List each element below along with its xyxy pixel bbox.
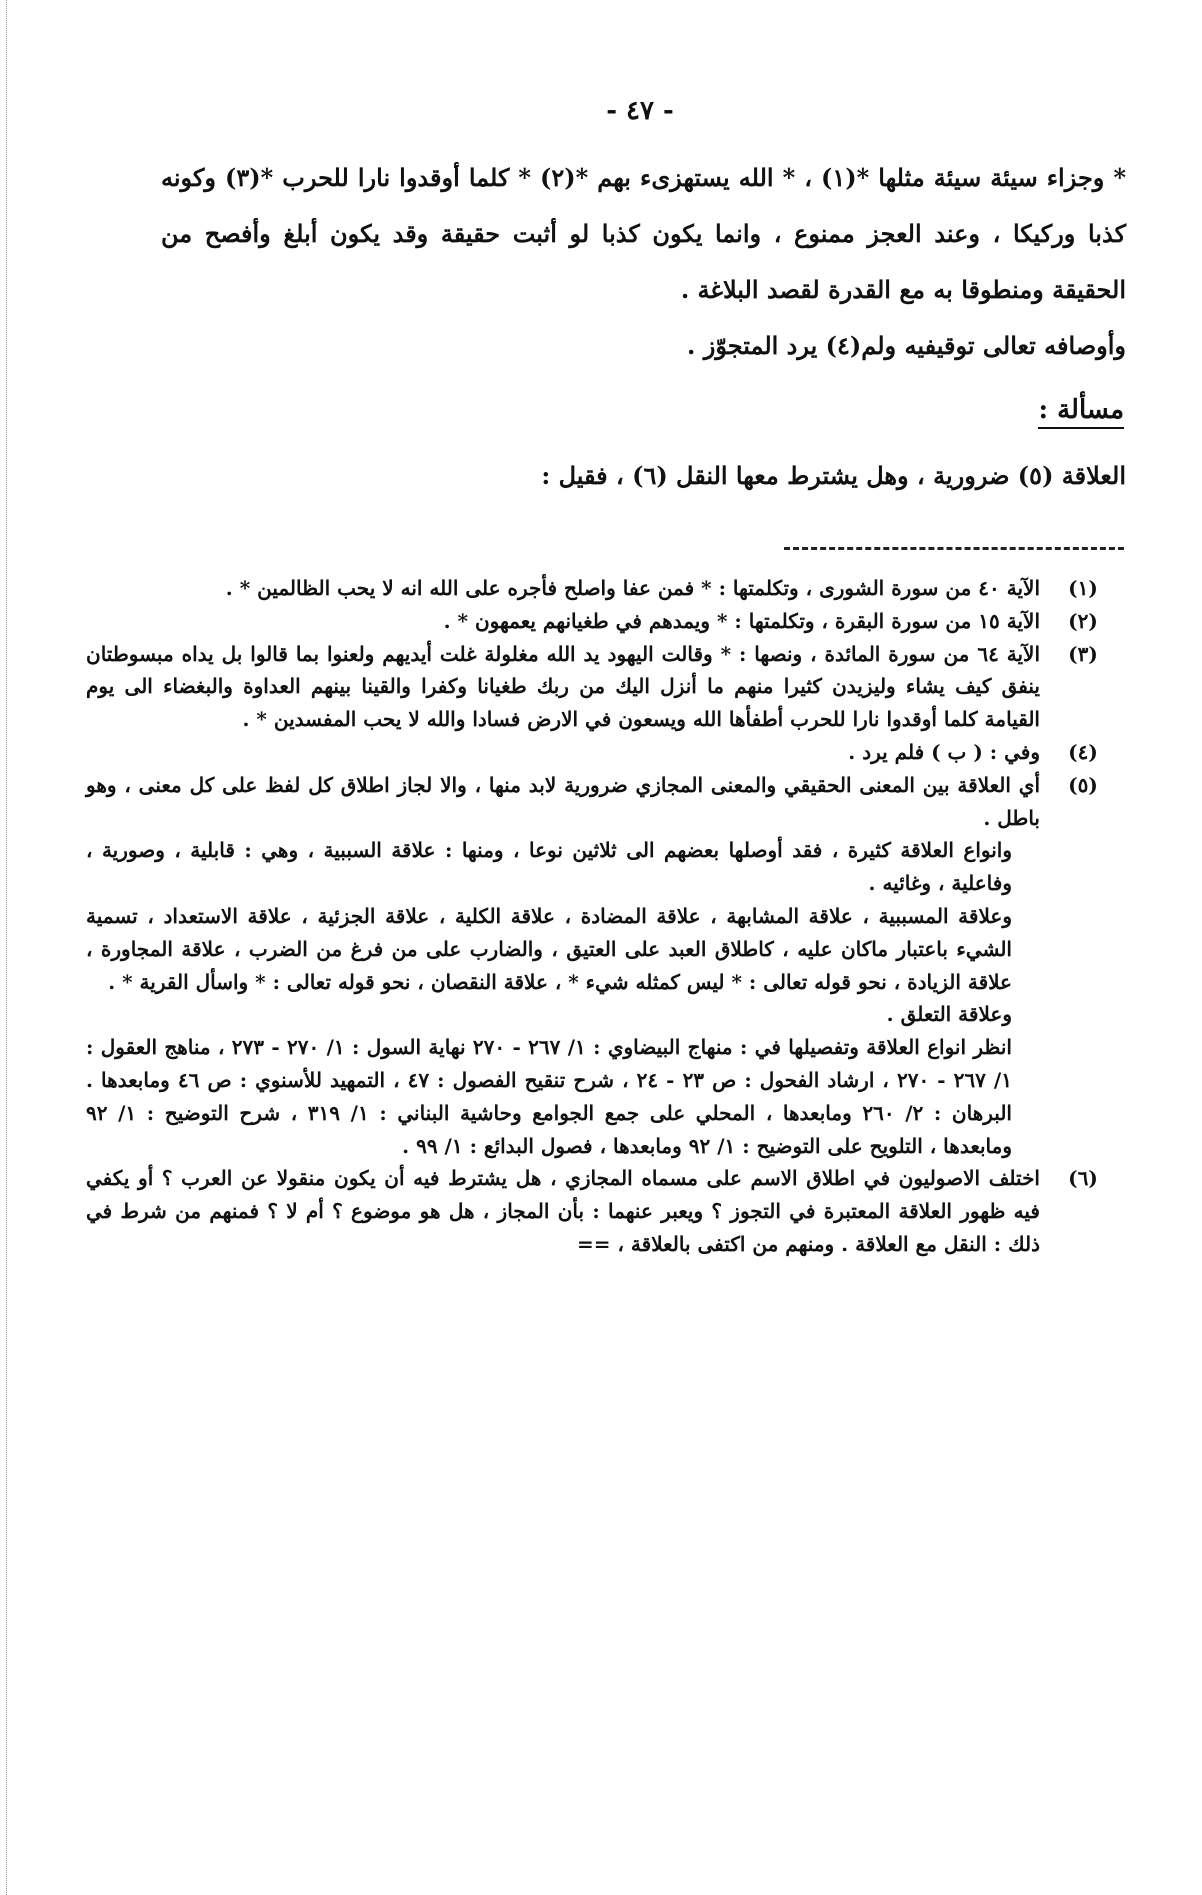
footnote-number: (١)	[1068, 576, 1098, 600]
footnote-body	[86, 605, 1040, 638]
main-paragraph: وأوصافه تعالى توقيفيه ولم(٤) يرد المتجوّز .	[687, 331, 1126, 360]
footnote-body	[86, 638, 1040, 736]
footnote-line: وعلاقة المسببية ، علاقة المشابهة ، علاقة المضادة ، علاقة الكلية ، علاقة الجزئية ، علاقة الاستعداد ، تسمية الشيء باعتبار ماكان عليه ، كاطلاق العبد على العتيق ، والضارب على من فرغ من الضرب ، علاقة المجاورة ، علاقة الزيادة ، نحو قوله تعالى : * ليس كمثله شيء * ، علاقة النقصان ، نحو قوله تعالى : * واسأل القرية * .	[86, 903, 1012, 994]
footnote-line: أي العلاقة بين المعنى الحقيقي والمعنى المجازي ضرورية لابد منها ، والا لجاز اطلاق كل لفظ على كل معنى ، وهو باطل .	[86, 772, 1040, 830]
footnote-5	[86, 769, 1126, 1163]
footnote-line: انظر انواع العلاقة وتفصيلها في : منهاج البيضاوي : ١/ ٢٦٧ - ٢٧٠ نهاية السول : ١/ ٢٧٠ - ٢٧٣ ، مناهج العقول : ١/ ٢٦٧ - ٢٧٠ ، ارشاد الفحول : ص ٢٣ - ٢٤ ، شرح تنقيح الفصول : ٤٧ ، التمهيد للأسنوي : ص ٤٦ ومابعدها . البرهان : ٢/ ٢٦٠ ومابعدها ، المحلي على جمع الجوامع وحاشية البناني : ١/ ٣١٩ ، شرح التوضيح : ١/ ٩٢ ومابعدها ، التلويح على التوضيح : ١/ ٩٢ ومابعدها ، فصول البدائع : ١/ ٩٩ .	[86, 1035, 1012, 1158]
footnote-line: وانواع العلاقة كثيرة ، فقد أوصلها بعضهم الى ثلاثين نوعا ، ومنها : علاقة السببية ، وهي : قابلية ، وصورية ، وفاعلية ، وغائيه .	[86, 838, 1012, 896]
page-number: - ٤٧ -	[606, 96, 674, 126]
footnote-divider	[784, 547, 1124, 550]
footnote-line: الآية ١٥ من سورة البقرة ، وتكلمتها : * ويمدهم في طغيانهم يعمهون * .	[443, 608, 1040, 633]
footnote-number: (٤)	[1068, 739, 1098, 764]
footnote-body	[86, 769, 1040, 1163]
scan-gutter-line	[0, 0, 7, 1895]
main-text	[161, 150, 1126, 374]
footnotes	[86, 572, 1126, 1261]
footnote-number: (٥)	[1068, 772, 1098, 797]
section-intro-line: العلاقة (٥) ضرورية ، وهل يشترط معها النقل (٦) ، فقيل :	[541, 461, 1126, 490]
footnote-body	[86, 736, 1040, 769]
footnote-number: (٢)	[1068, 608, 1098, 633]
footnote-1	[86, 572, 1126, 605]
section-heading: مسألة :	[1038, 395, 1124, 429]
footnote-3	[86, 638, 1126, 736]
footnote-body	[86, 1162, 1040, 1260]
footnote-6	[86, 1162, 1126, 1260]
footnote-line: وفي : ( ب ) فلم يرد .	[848, 739, 1040, 764]
footnote-4	[86, 736, 1126, 769]
footnote-number: (٦)	[1068, 1166, 1098, 1191]
footnote-line: وعلاقة التعلق .	[886, 1002, 1012, 1027]
footnote-body	[86, 572, 1040, 605]
footnote-line: الآية ٦٤ من سورة المائدة ، ونصها : * وقالت اليهود يد الله مغلولة غلت أيديهم ولعنوا بما قالوا بل يداه مبسوطتان ينفق كيف يشاء وليزيدن كثيرا منهم ما أنزل اليك من ربك طغيانا وكفرا والقينا بينهم العداوة والبغضاء الى يوم القيامة كلما أوقدوا نارا للحرب أطفأها الله ويسعون في الارض فسادا والله لا يحب المفسدين * .	[86, 641, 1040, 732]
footnote-2	[86, 605, 1126, 638]
footnote-number: (٣)	[1068, 641, 1098, 666]
main-paragraph: * وجزاء سيئة سيئة مثلها *(١) ، * الله يستهزىء بهم *(٢) * كلما أوقدوا نارا للحرب *(٣) وكونه كذبا وركيكا ، وعند العجز ممنوع ، وانما يكون كذبا لو أثبت حقيقة وقد يكون أبلغ وأفصح من الحقيقة ومنطوقا به مع القدرة لقصد البلاغة .	[161, 163, 1126, 304]
footnote-line: اختلف الاصوليون في اطلاق الاسم على مسماه المجازي ، هل يشترط فيه أن يكون منقولا عن العرب ؟ أو يكفي فيه ظهور العلاقة المعتبرة في التجوز ؟ ويعبر عنهما : بأن المجاز ، هل هو موضوع ؟ أم لا ؟ فمنهم من شرط في ذلك : النقل مع العلاقة . ومنهم من اكتفى بالعلاقة ، ==	[86, 1166, 1040, 1256]
footnote-line: الآية ٤٠ من سورة الشورى ، وتكلمتها : * فمن عفا واصلح فأجره على الله انه لا يحب الظالمين * .	[225, 576, 1040, 600]
